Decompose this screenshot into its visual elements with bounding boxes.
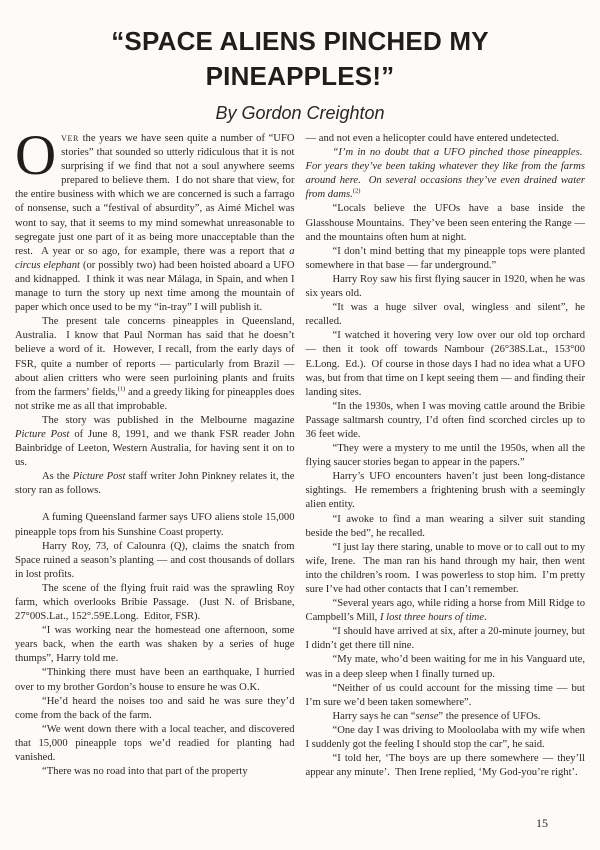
paragraph <box>306 202 586 244</box>
paragraph <box>15 695 295 723</box>
article-body <box>0 124 600 780</box>
text-segment: As the <box>42 471 73 483</box>
paragraph <box>15 470 295 498</box>
paragraph <box>306 682 586 710</box>
paragraph <box>306 400 586 442</box>
footnote-reference: (2) <box>352 187 361 195</box>
text-segment: “One day I was driving to Mooloolaba with my wife when I suddenly got the feeling I should stop the car”, he said. <box>305 724 585 751</box>
text-segment: “I don’t mind betting that my pineapple tops were planted somewhere in that base — far underground.” <box>305 245 585 271</box>
footnote-reference: (1) <box>117 385 126 393</box>
text-segment: “There was no road into that part of the property <box>42 766 248 778</box>
paragraph <box>15 414 295 470</box>
text-segment: The scene of the flying fruit raid was the sprawling Roy farm, which overlooks Bribie Passage. (Just N. of Brisbane, 27°00S.Lat., 152°.59E.Long. Editor, FSR). <box>15 582 295 623</box>
text-segment: Picture Post <box>72 471 126 483</box>
text-segment: “I awoke to find a man wearing a silver suit standing beside the bed”, he recalled. <box>305 513 585 539</box>
text-segment: “Several years ago, while riding a horse from Mill Ridge to Campbell’s Mill, <box>305 598 585 624</box>
paragraph <box>15 511 295 539</box>
text-segment: Harry’s UFO encounters haven’t just been long-distance sightings. He remembers a frightening brush with a seemingly alien entity. <box>305 471 585 511</box>
text-segment: of June 8, 1991, and we thank FSR reader John Bainbridge of Leeton, Western Australia, for having sent it on to us. <box>15 428 295 469</box>
text-segment: “I just lay there staring, unable to move or to call out to my wife, Irene. The man ran his hand through my hair, then went into the children’s room. I was powerless to stop him. I’m pretty sure I’ve had other contacts that I can’t remember. <box>305 541 585 595</box>
paragraph <box>306 724 586 752</box>
text-segment: “I was working near the homestead one afternoon, some years back, when the earth was shaken by a series of huge thumps”, Harry told me. <box>15 625 295 665</box>
paragraph <box>306 132 586 146</box>
text-segment: “We went down there with a local teacher, and discovered that 15,000 pineapple tops we’d readied for planting had vanished. <box>15 723 295 764</box>
text-segment: ” the presence of UFOs. <box>438 710 541 722</box>
left-column <box>15 124 295 780</box>
paragraph <box>306 442 586 470</box>
text-segment: a circus elephant <box>15 245 295 271</box>
text-segment: “I should have arrived at six, after a 20-minute journey, but I didn’t get there till nine. <box>305 626 585 652</box>
text-segment: Harry Roy, 73, of Calounra (Q), claims the snatch from Space ruined a season’s planting — and cost thousands of dollars in lost profits. <box>15 540 295 580</box>
paragraph <box>306 541 586 597</box>
paragraph <box>306 597 586 625</box>
text-segment: The story was published in the Melbourne magazine <box>42 414 295 426</box>
paragraph <box>15 666 295 694</box>
paragraph <box>306 245 586 273</box>
drop-cap: O <box>15 124 57 187</box>
paragraph <box>306 710 586 724</box>
text-segment: Harry Roy saw his first flying saucer in 1920, when he was six years old. <box>305 273 585 300</box>
paragraph <box>306 273 586 301</box>
text-segment: Picture Post <box>15 428 70 440</box>
paragraph <box>15 315 295 414</box>
paragraph <box>306 470 586 512</box>
text-segment: The present tale concerns pineapples in Queensland, Australia. I know that Paul Norman has said that he doesn’t believe a word of it. However, I recall, from the early days of FSR, quite a number of reports — particularly from Brazil — about alien critters who were seen purloining plants and fruits from the farmers’ fields, <box>15 316 295 398</box>
text-segment: I lost three hours of time <box>379 612 485 624</box>
paragraph <box>15 723 295 765</box>
paragraph <box>306 513 586 541</box>
paragraph <box>306 752 586 780</box>
text-segment: “I watched it hovering very low over our old top orchard — then it took off towards Nambour (26°38S.Lat., 153°00 E.Long. Ed.). Of course in those days I had no idea what a UFO was, but from that time on I kept seeing them — and finding their landing sites. <box>305 330 585 398</box>
paragraph <box>15 582 295 624</box>
text-segment: (or possibly two) had been hoisted aboard a UFO and kidnapped. I think it was near Málaga, in Spain, and when I manage to turn the story up next time among the mountain of paper which once used to be my “in-tray” I will publish it. <box>15 259 295 314</box>
right-column <box>306 132 586 780</box>
paragraph <box>15 765 295 779</box>
paragraph <box>15 540 295 582</box>
text-segment: and a greedy liking for pineapples does not strike me as all that improbable. <box>15 386 295 412</box>
text-segment: staff writer John Pinkney relates it, the story ran as follows. <box>15 471 295 497</box>
text-segment: “In the 1930s, when I was moving cattle around the Bribie Passage saltmarsh country, I’d often find scorched circles up to 36 feet wide. <box>305 400 585 440</box>
text-segment: “It was a huge silver oval, wingless and silent”, he recalled. <box>305 302 585 328</box>
text-segment: “I told her, ‘The boys are up there somewhere — they’ll appear any minute’. Then Irene replied, ‘My God-you’re right’. <box>305 753 585 779</box>
text-segment: “Neither of us could account for the missing time — but I’m sure we’d been taken somewhere”. <box>305 682 585 708</box>
paragraph <box>15 624 295 666</box>
text-segment: the years we have seen quite a number of “UFO stories” that sounded so utterly ridiculous that it is not surprising if we find that not a soul anywhere seems prepared to believe them. I do not share that view, for the entire business with which we are concerned is such a farrago of nonsense, such a “festival of absurdity”, as Aimé Michel was wont to say, that it seems to my mind somewhat unreasonable to segregate just one part of it as being more unacceptable than the rest. A year or so ago, for example, there was a report that <box>15 133 295 257</box>
article-title: “SPACE ALIENS PINCHED MY PINEAPPLES!” <box>111 26 489 91</box>
text-segment: — and not even a helicopter could have entered undetected. <box>305 133 560 144</box>
text-segment: “My mate, who’d been waiting for me in his Vanguard ute, was in a deep sleep when I finally turned up. <box>305 654 585 680</box>
text-segment: VER <box>61 134 79 143</box>
paragraph <box>306 653 586 681</box>
paragraph <box>306 301 586 329</box>
text-segment: “Thinking there must have been an earthquake, I hurried over to my brother Gordon’s house to ensure he was O.K. <box>15 667 295 693</box>
text-segment: . <box>484 612 487 624</box>
paragraph <box>306 146 586 202</box>
text-segment: “They were a mystery to me until the 1950s, when all the flying saucer stories began to appear in the papers.” <box>305 443 585 469</box>
text-segment: Harry says he can “ <box>332 710 416 722</box>
text-segment: “Locals believe the UFOs have a base inside the Glasshouse Mountains. They’ve been seen entering the Range — and the mountains often hum at night. <box>305 203 585 243</box>
text-segment: “I’m in no doubt that a UFO pinched those pineapples. For years they’ve been taking whatever they like from the farms around here. On several occasions they’ve even drained water from dams. <box>305 147 585 201</box>
paragraph <box>306 625 586 653</box>
paragraph <box>306 329 586 399</box>
page-number: 15 <box>536 816 548 830</box>
text-segment: “He’d heard the noises too and said he was sure they’d come from the back of the farm. <box>15 695 295 721</box>
article-byline: By Gordon Creighton <box>215 103 385 123</box>
text-segment: A fuming Queensland farmer says UFO aliens stole 15,000 pineapple tops from his Sunshine Coast property. <box>15 512 295 538</box>
text-segment: sense <box>415 710 439 722</box>
paragraph <box>15 124 295 315</box>
